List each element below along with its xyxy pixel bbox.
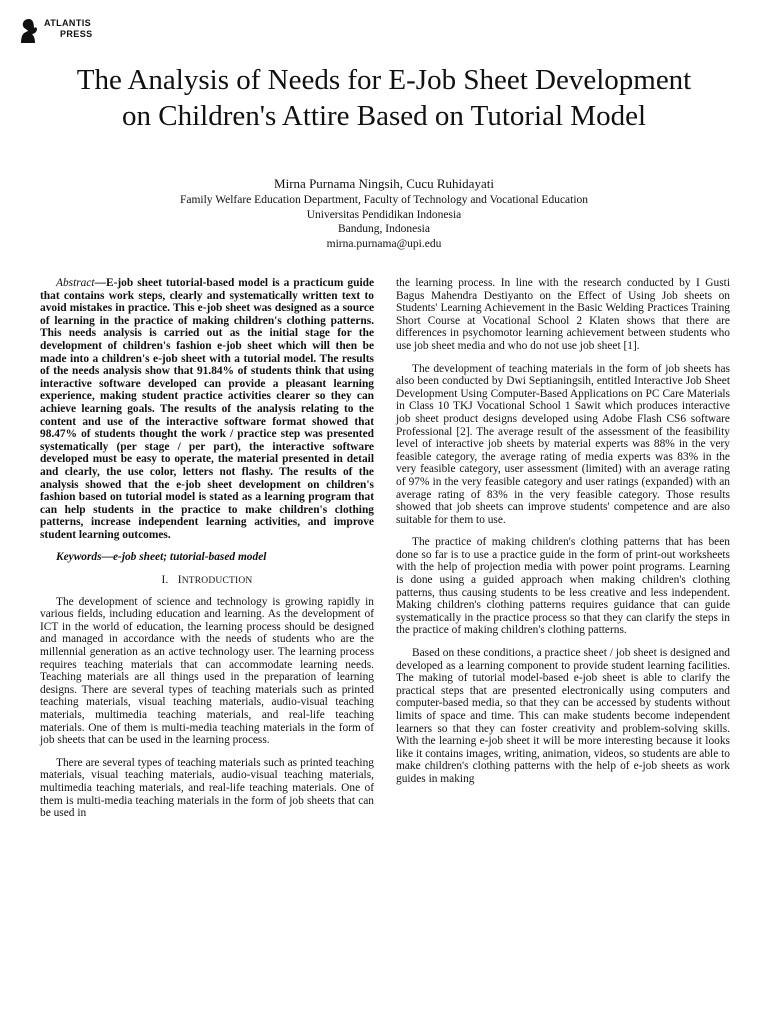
section-heading-introduction — [40, 574, 374, 588]
section-title-rest: NTRODUCTION — [181, 576, 253, 587]
keywords-label: Keywords — [56, 551, 102, 564]
body-paragraph: There are several types of teaching materials such as printed teaching materials, visual teaching materials, audio-visual teaching materials, multimedia teaching materials, and real-life teaching materials. One of them is multi-media teaching materials in the form of job sheets that can be used in — [40, 756, 374, 820]
publisher-line2: PRESS — [60, 29, 93, 39]
affiliation-city: Bandung, Indonesia — [338, 223, 430, 235]
body-paragraph: The development of science and technology is growing rapidly in various fields, including education and learning. As the development of ICT in the world of education, the learning process should be designed and managed in accordance with the needs of students who are the millennial generation as an active technology user. The learning process requires teaching materials that can accommodate learning needs. Teaching materials are all things used in the preparation of learning designs. There are several types of teaching materials such as printed teaching materials, visual teaching materials, audio-visual teaching materials, multimedia teaching materials, and real-life teaching materials. One of them is multi-media teaching materials in the form of job sheets that can be used in the learning process. — [40, 595, 374, 747]
abstract-label: Abstract — [56, 277, 95, 289]
abstract — [40, 277, 374, 541]
affiliation-block — [0, 193, 768, 251]
author-list: Mirna Purnama Ningsih, Cucu Ruhidayati — [274, 176, 494, 191]
section-numeral: I. — [161, 574, 169, 587]
section-first-letter: I — [177, 574, 182, 587]
body-paragraph: the learning process. In line with the research conducted by I Gusti Bagus Mahendra Destiyanto on the Effect of Using Job sheets on Students' Learning Achievement in the Basic Welding Practices Training Short Course at Vocational School 2 Klaten shows that there are differences in psychomotor learning achievement between students who use job sheet media and who do not use job sheet [1]. — [396, 277, 730, 352]
publisher-name — [44, 18, 93, 40]
affiliation-department: Family Welfare Education Department, Faculty of Technology and Vocational Education — [179, 194, 589, 206]
right-column — [396, 277, 730, 796]
publisher-logo — [18, 18, 93, 44]
paper-title — [0, 62, 768, 134]
affiliation-university: Universitas Pendidikan Indonesia — [306, 208, 462, 221]
author-email: mirna.purnama@upi.edu — [326, 237, 442, 250]
title-line-2: on Children's Attire Based on Tutorial Model — [122, 100, 646, 132]
body-paragraph: The practice of making children's clothing patterns that has been done so far is to use a practice guide in the form of print-out worksheets with the help of projection media with power point programs. Learning is done using a guided approach when making children's clothing patterns, thus causing students to be less creative and less independent. Making children's clothing patterns requires guidance that can guide systematically in the practice process so that they can clarify the steps in the practice of making children's clothing patterns. — [396, 536, 730, 637]
keywords — [40, 551, 374, 564]
body-paragraph: The development of teaching materials in the form of job sheets has also been conducted by Dwi Septianingsih, entitled Interactive Job Sheet Development Using Computer-Based Applications on PC Care Materials in Class 10 TKJ Vocational School 1 Sawit which produces interactive job sheet product designs developed using Adobe Flash CS6 software Professional [2]. The average result of the assessment of the feasibility level of interactive job sheets by material experts was 88% in the very feasible category, the average rating of media experts was 83% in the very feasible category, user assessment (limited) with an average rating of 97% in the very feasible category and user ratings (expanded) with an average rating of 83% in the very feasible category. Those results showed that job sheets can improve students' competence and are also suitable for them to use. — [396, 362, 730, 526]
abstract-text: —E-job sheet tutorial-based model is a practicum guide that contains work steps, clearly and systematically written text to avoid mistakes in practice. This e-job sheet was designed as a source of learning in the practice of making children's clothing patterns. This needs analysis is carried out as the initial stage for the development of children's fashion e-job sheet which will then be made into a children's e-job sheet with a tutorial model. The results of the needs analysis show that 91.84% of students think that using interactive software developed can provide a pleasant learning experience, making student practice activities clearer so they can achieve learning goals. The results of the analysis relating to the content and use of the interactive software format showed that 98.47% of students thought the work / practice step was presented systematically (per stage / per part), the interactive software developed must be easy to operate, the material presented in detail and clearly, the use color, letters not flashy. The results of the analysis showed that the e-job sheet development on children's fashion based on tutorial model is stated as a learning program that can help students in the practice to make children's clothing patterns, increase independent learning activities, and improve student learning outcomes. — [40, 277, 374, 541]
thinker-logo-icon — [18, 18, 40, 44]
keywords-text: —e-job sheet; tutorial-based model — [101, 551, 267, 564]
title-line-1: The Analysis of Needs for E-Job Sheet Development — [76, 64, 692, 96]
publisher-line1: ATLANTIS — [44, 18, 92, 28]
left-column — [40, 277, 374, 830]
body-paragraph: Based on these conditions, a practice sheet / job sheet is designed and developed as a learning component to provide student learning facilities. The making of tutorial model-based e-job sheet is able to clarify the practical steps that are presented electronically using computers and computer-based media, so that they can be accessed by students without limits of space and time. This can make students become independent learners so that they can foster creativity and problem-solving skills. With the learning e-job sheet it will be more interesting because it looks like it contains images, writing, animation, videos, so students are able to make children's clothing patterns with the help of e-job sheets as work guides in making — [396, 647, 730, 785]
